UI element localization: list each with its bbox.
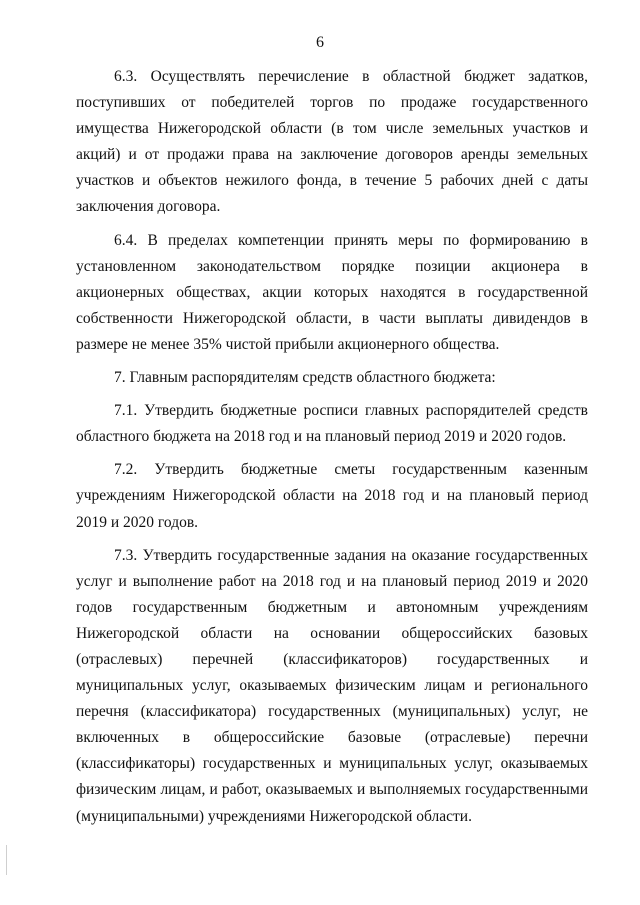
paragraph-6-3: 6.3. Осуществлять перечисление в областной бюджет задатков, поступивших от победителей торгов по продаже государственного имущества Нижегородской области (в том числе земельных участков и акций) и от продажи права на заключение договоров аренды земельных участков и объектов нежилого фонда, в течение 5 рабочих дней с даты заключения договора.: [76, 68, 588, 216]
document-body: [76, 64, 588, 837]
scan-edge-mark: [6, 845, 7, 875]
paragraph-6-4: 6.4. В пределах компетенции принять меры по формированию в установленном законодательством порядке позиции акционера в акционерных обществах, акции которых находятся в государственной собственности Нижегородской области, в части выплаты дивидендов в размере не менее 35% чистой прибыли акционерного общества.: [76, 231, 588, 353]
paragraph-7-1: 7.1. Утвердить бюджетные росписи главных распорядителей средств областного бюджета на 2018 год и на плановый период 2019 и 2020 годов.: [76, 402, 588, 446]
paragraph-7-2: 7.2. Утвердить бюджетные сметы государственным казенным учреждениям Нижегородской области на 2018 год и на плановый период 2019 и 2020 годов.: [76, 461, 588, 531]
paragraph-7-3: 7.3. Утвердить государственные задания на оказание государственных услуг и выполнение работ на 2018 год и на плановый период 2019 и 2020 годов государственным бюджетным и автономным учреждениям Нижегородской области на основании общероссийских базовых (отраслевых) перечней (классификаторов) государственных и муниципальных услуг, оказываемых физическим лицам и регионального перечня (классификатора) государственных (муниципальных) услуг, не включенных в общероссийские базовые (отраслевые) перечни (классификаторы) государственных и муниципальных услуг, оказываемых физическим лицам, и работ, оказываемых и выполняемых государственными (муниципальными) учреждениями Нижегородской области.: [76, 546, 588, 825]
paragraph-7: 7. Главным распорядителям средств областного бюджета:: [114, 369, 496, 387]
page-number: 6: [316, 34, 324, 51]
